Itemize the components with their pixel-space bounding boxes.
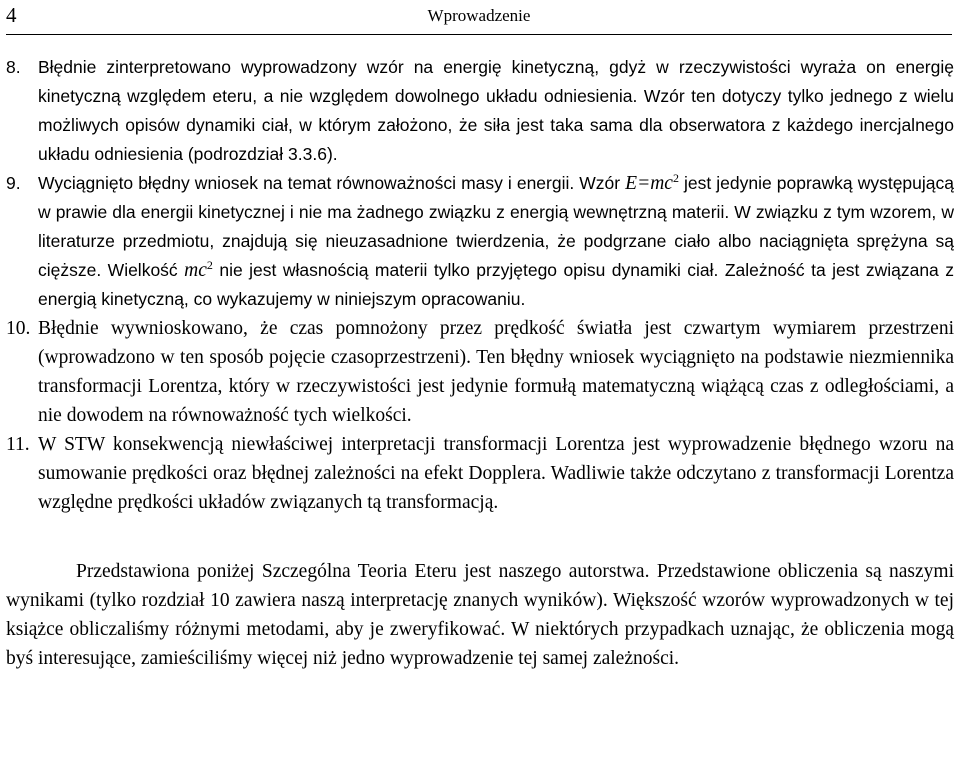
formula-exponent: 2 <box>206 258 213 272</box>
list-item-10 <box>6 314 954 430</box>
list-item-text: Błędnie wywnioskowano, że czas pomnożony przez prędkość światła jest czwartym wymiarem przestrzeni (wprowadzono w ten sposób pojęcie czasoprzestrzeni). Ten błędny wniosek wyciągnięto na podstawie niezmiennika transformacji Lorentza, który w rzeczywistości jest jedynie formułą matematyczną wiążącą czas z odległościami, a nie dowodem na równoważność tych wielkości. <box>38 318 954 426</box>
list-item-11 <box>6 430 954 517</box>
list-item-number: 9. <box>6 173 21 193</box>
list-item-text: Wyciągnięto błędny wniosek na temat równoważności masy i energii. Wzór <box>38 173 626 193</box>
running-title: Wprowadzenie <box>427 6 531 25</box>
closing-paragraph: Przedstawiona poniżej Szczególna Teoria Eteru jest naszego autorstwa. Przedstawione obliczenia są naszymi wynikami (tylko rozdział 10 zawiera naszą interpretację znanych wyników). Większość wzorów wyprowadzonych w tej książce obliczaliśmy różnymi metodami, aby je zweryfikować. W niektórych przypadkach uznając, że obliczenia mogą byś interesujące, zamieściliśmy więcej niż jedno wyprowadzenie tej samej zależności. <box>6 561 954 669</box>
formula-exponent: 2 <box>672 171 679 185</box>
list-item-text: W STW konsekwencją niewłaściwej interpretacji transformacji Lorentza jest wyprowadzenie błędnego wzoru na sumowanie prędkości oraz błędnej zależności na efekt Dopplera. Wadliwie także odczytano z transformacji Lorentza względne prędkości układów związanych tą transformacją. <box>38 434 954 513</box>
page-header <box>6 0 952 35</box>
list-item-number: 10. <box>6 318 31 339</box>
list-item-8 <box>6 53 954 169</box>
list-item-text: jest jedynie poprawką występującą w prawie dla energii kinetycznej i nie ma żadnego związku z energią wewnętrzną materii. W związku z tym wzorem, w literaturze przedmiotu, znajdują się nieuzasadnione twierdzenia, że podgrzane ciało albo naciągnięta sprężyna są cięższe. Wielkość <box>38 173 954 280</box>
page-number: 4 <box>6 3 17 27</box>
page-content <box>6 53 954 673</box>
list-item-number: 8. <box>6 57 21 77</box>
list-item-text: Błędnie zinterpretowano wyprowadzony wzór na energię kinetyczną, gdyż w rzeczywistości wyraża on energię kinetyczną względem eteru, a nie względem dowolnego układu odniesienia. Wzór ten dotyczy tylko jednego z wielu możliwych opisów dynamiki ciał, w którym założono, że siła jest taka sama dla obserwatora z każdego inercjalnego układu odniesienia (podrozdział 3.3.6). <box>38 57 954 164</box>
formula-mc2: mc <box>184 260 207 281</box>
list-item-text: nie jest własnością materii tylko przyjętego opisu dynamiki ciał. Zależność ta jest związana z energią kinetyczną, co wykazujemy w niniejszym opracowaniu. <box>38 260 954 309</box>
formula-emc2: E=mc <box>625 173 673 194</box>
list-item-number: 11. <box>6 434 30 455</box>
list-item-9 <box>6 169 954 314</box>
paragraph-gap <box>6 517 954 557</box>
